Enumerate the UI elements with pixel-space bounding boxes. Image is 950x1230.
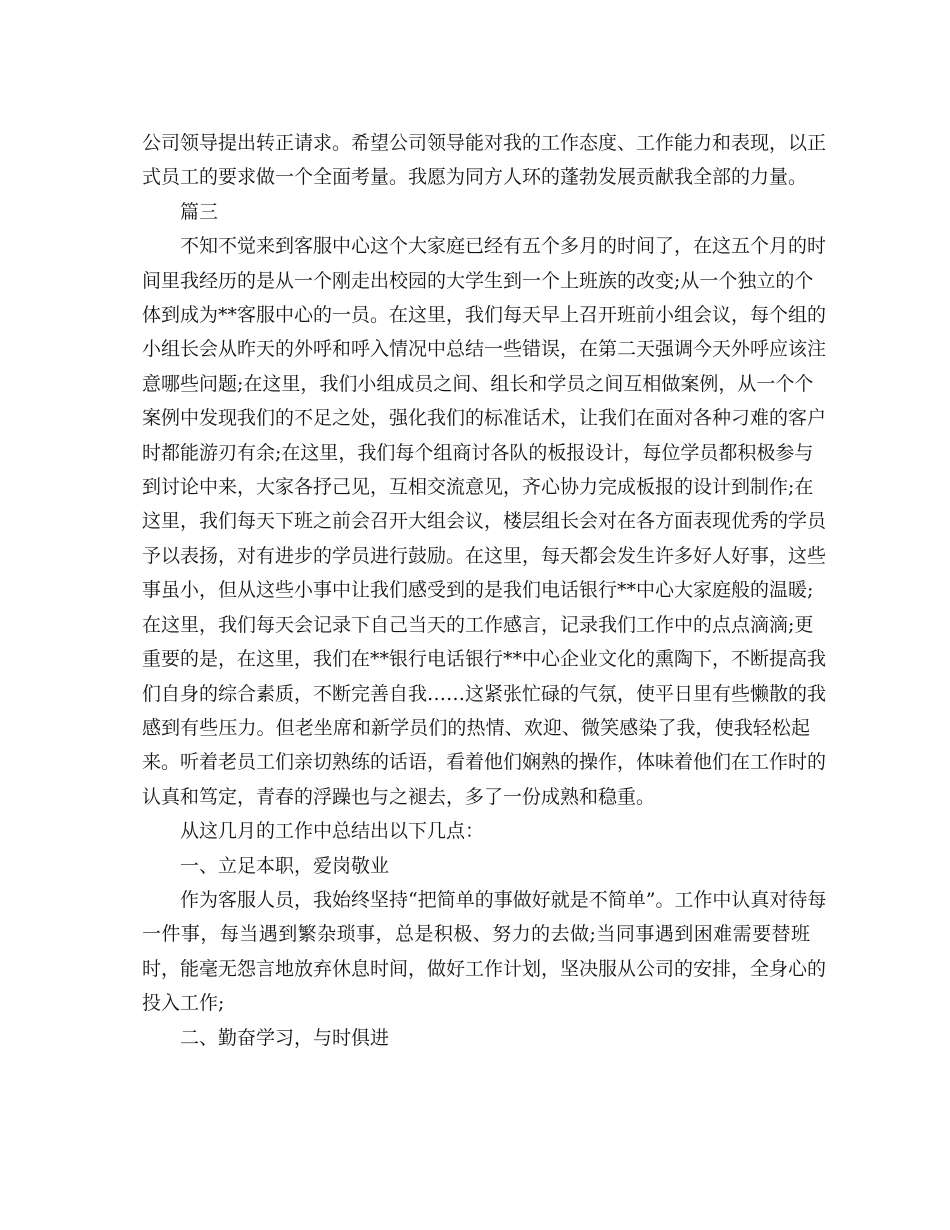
text-line: 一件事，每当遇到繁杂琐事，总是积极、努力的去做;当同事遇到困难需要替班 <box>142 923 810 946</box>
text-line: 案例中发现我们的不足之处，强化我们的标准话术，让我们在面对各种刁难的客户 <box>142 407 827 430</box>
paragraph-p1 <box>142 126 827 195</box>
text-line: 篇三 <box>180 200 219 223</box>
text-line: 作为客服人员，我始终坚持“把简单的事做好就是不简单”。工作中认真对待每 <box>180 888 827 911</box>
text-line: 予以表扬，对有进步的学员进行鼓励。在这里，每天都会发生许多好人好事，这些 <box>142 544 827 567</box>
text-line: 到讨论中来，大家各抒己见，互相交流意见，齐心协力完成板报的设计到制作;在 <box>142 476 814 499</box>
text-line: 这里，我们每天下班之前会召开大组会议，楼层组长会对在各方面表现优秀的学员 <box>142 510 827 533</box>
text-line: 重要的是，在这里，我们在**银行电话银行**中心企业文化的熏陶下，不断提高我 <box>142 648 827 671</box>
text-line: 在这里，我们每天会记录下自己当天的工作感言，记录我们工作中的点点滴滴;更 <box>142 613 814 636</box>
text-line: 时，能毫无怨言地放弃休息时间，做好工作计划，坚决服从公司的安排，全身心的 <box>142 957 827 980</box>
text-line: 意哪些问题;在这里，我们小组成员之间、组长和学员之间互相做案例，从一个个 <box>142 372 814 395</box>
document-body <box>142 126 827 1055</box>
text-line: 二、勤奋学习，与时俱进 <box>180 1026 390 1049</box>
text-line: 一、立足本职，爱岗敬业 <box>180 854 390 877</box>
text-line: 从这几月的工作中总结出以下几点： <box>180 820 485 843</box>
text-line: 不知不觉来到客服中心这个大家庭已经有五个多月的时间了，在这五个月的时 <box>180 235 827 258</box>
text-line: 认真和笃定，青春的浮躁也与之褪去，多了一份成熟和稳重。 <box>142 785 656 808</box>
paragraph-p4 <box>142 814 810 848</box>
text-line: 们自身的综合素质，不断完善自我……这紧张忙碌的气氛，使平日里有些懒散的我 <box>142 682 827 705</box>
text-line: 间里我经历的是从一个刚走出校园的大学生到一个上班族的改变;从一个独立的个 <box>142 269 814 292</box>
paragraph-p3 <box>142 229 827 814</box>
text-line: 来。听着老员工们亲切熟练的话语，看着他们娴熟的操作，体味着他们在工作时的 <box>142 751 827 774</box>
text-line: 感到有些压力。但老坐席和新学员们的热情、欢迎、微笑感染了我，使我轻松起 <box>142 716 810 739</box>
text-line: 时都能游刃有余;在这里，我们每个组商讨各队的板报设计，每位学员都积极参与 <box>142 441 814 464</box>
text-line: 公司领导提出转正请求。希望公司领导能对我的工作态度、工作能力和表现，以正 <box>142 132 827 154</box>
text-line: 式员工的要求做一个全面考量。我愿为同方人环的蓬勃发展贡献我全部的力量。 <box>142 166 808 189</box>
text-line: 事虽小，但从这些小事中让我们感受到的是我们电话银行**中心大家庭般的温暖; <box>142 579 814 602</box>
paragraph-p2 <box>142 195 810 229</box>
paragraph-p7 <box>142 1021 810 1055</box>
text-line: 小组长会从昨天的外呼和呼入情况中总结一些错误，在第二天强调今天外呼应该注 <box>142 338 827 361</box>
paragraph-p6 <box>142 883 827 1021</box>
paragraph-p5 <box>142 849 810 883</box>
text-line: 投入工作; <box>142 992 225 1015</box>
text-line: 体到成为**客服中心的一员。在这里，我们每天早上召开班前小组会议，每个组的 <box>142 304 827 327</box>
